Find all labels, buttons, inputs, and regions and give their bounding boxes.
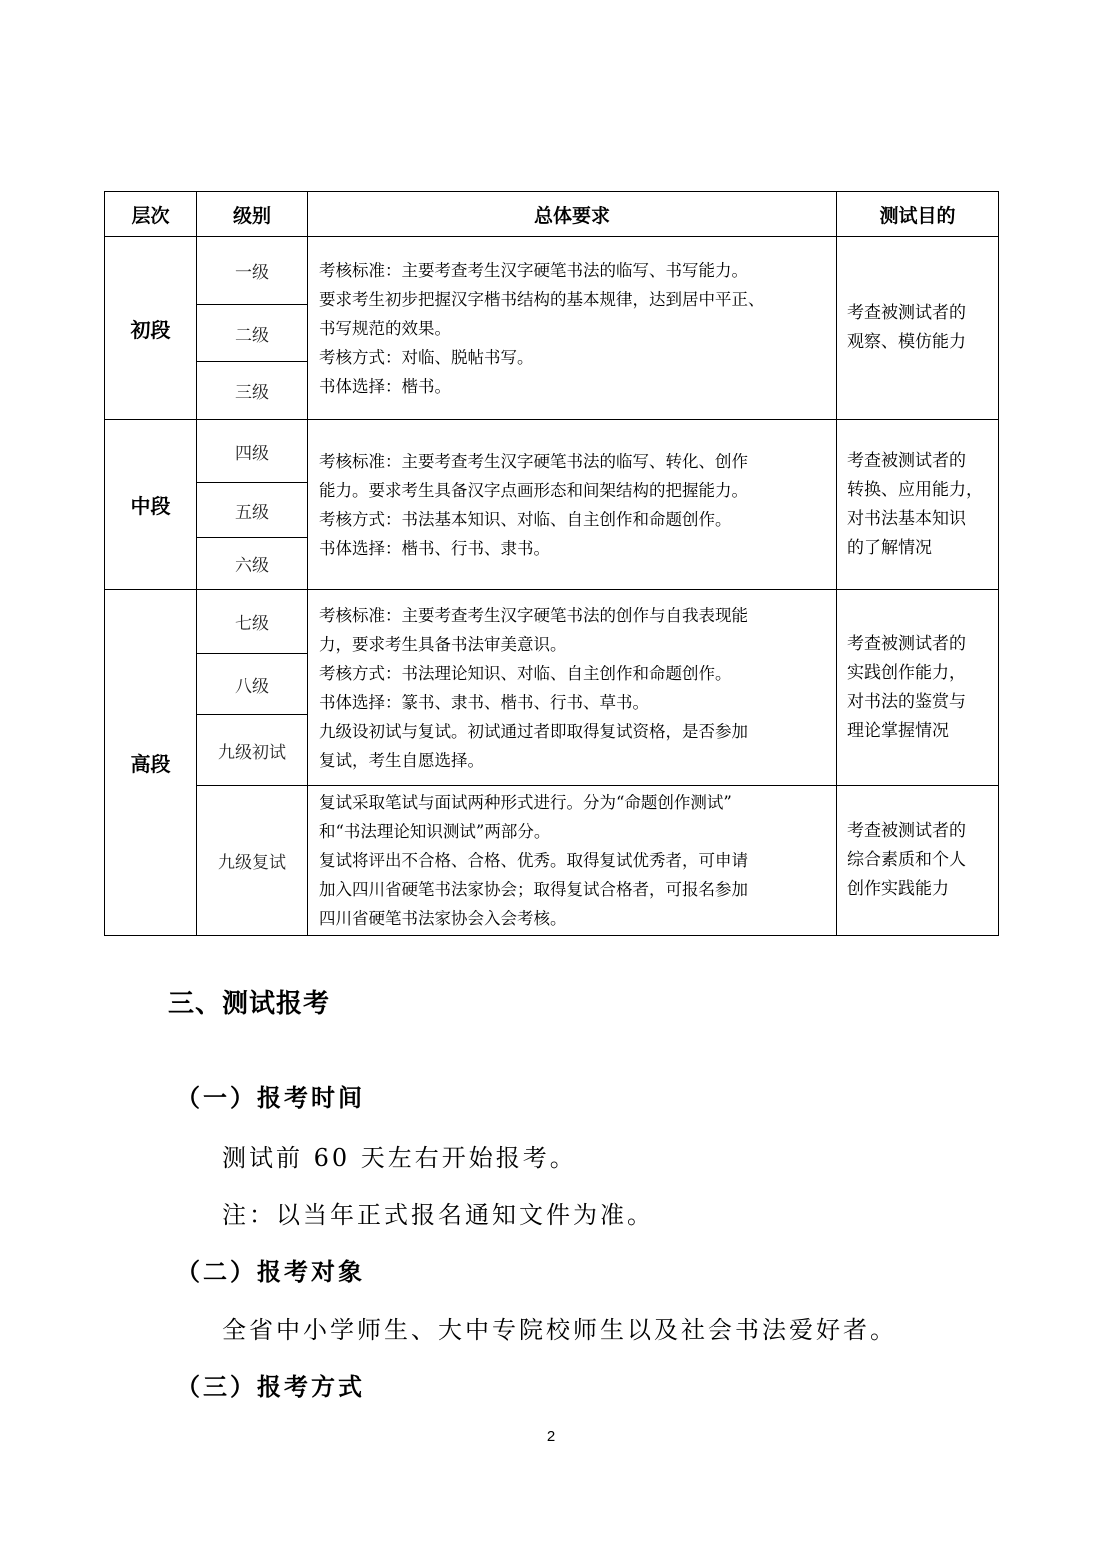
grade-cell: 三级 [197, 362, 308, 420]
requirement-line: 考核方式：书法基本知识、对临、自主创作和命题创作。 [319, 509, 732, 529]
purpose-line: 对书法的鉴赏与 [847, 691, 966, 712]
requirement-line: 书体选择：楷书。 [319, 376, 451, 396]
requirement-line: 考核标准：主要考查考生汉字硬笔书法的临写、书写能力。 [319, 260, 748, 280]
purpose-line: 考查被测试者的 [847, 450, 966, 471]
requirement-line: 复试采取笔试与面试两种形式进行。分为“命题创作测试” [319, 793, 732, 812]
requirement-line: 考核标准：主要考查考生汉字硬笔书法的临写、转化、创作 [319, 451, 748, 471]
purpose-line: 对书法基本知识 [847, 508, 966, 529]
requirement-line: 九级设初试与复试。初试通过者即取得复试资格，是否参加 [319, 721, 748, 741]
purpose-cell [837, 420, 999, 590]
paragraph: 测试前 60 天左右开始报考。 [222, 1144, 577, 1172]
header-level: 层次 [105, 192, 197, 237]
requirement-line: 书写规范的效果。 [319, 318, 451, 338]
paragraph: 全省中小学师生、大中专院校师生以及社会书法爱好者。 [222, 1316, 897, 1344]
purpose-line: 考查被测试者的 [847, 821, 966, 841]
requirement-line: 四川省硬笔书法家协会入会考核。 [319, 909, 567, 928]
requirement-line: 加入四川省硬笔书法家协会；取得复试合格者，可报名参加 [319, 880, 748, 899]
purpose-line: 综合素质和个人 [847, 850, 966, 870]
requirements-cell [308, 237, 837, 420]
requirement-line: 考核方式：书法理论知识、对临、自主创作和命题创作。 [319, 663, 732, 683]
requirement-line: 要求考生初步把握汉字楷书结构的基本规律，达到居中平正、 [319, 289, 765, 309]
grade-cell: 八级 [197, 654, 308, 715]
grade-cell: 六级 [197, 538, 308, 590]
requirements-cell [308, 420, 837, 590]
subsection-heading: （二）报考对象 [176, 1258, 365, 1286]
purpose-line: 考查被测试者的 [847, 633, 966, 654]
subsection-heading: （三）报考方式 [176, 1373, 365, 1401]
level-cell: 初段 [105, 237, 197, 420]
purpose-line: 的了解情况 [847, 537, 932, 558]
header-purpose: 测试目的 [837, 192, 999, 237]
requirement-line: 能力。要求考生具备汉字点画形态和间架结构的把握能力。 [319, 480, 748, 500]
purpose-cell [837, 237, 999, 420]
requirements-cell [308, 590, 837, 786]
grade-cell: 二级 [197, 305, 308, 362]
grade-cell: 四级 [197, 420, 308, 483]
grade-cell: 九级初试 [197, 715, 308, 786]
purpose-cell [837, 590, 999, 786]
grade-cell: 七级 [197, 590, 308, 654]
header-requirements: 总体要求 [308, 192, 837, 237]
level-cell: 中段 [105, 420, 197, 590]
purpose-line: 考查被测试者的 [847, 303, 966, 323]
grade-cell: 一级 [197, 237, 308, 305]
requirement-line: 书体选择：楷书、行书、隶书。 [319, 538, 550, 558]
purpose-line: 理论掌握情况 [847, 720, 949, 741]
purpose-line: 转换、应用能力， [847, 479, 983, 500]
table-row [105, 237, 999, 305]
purpose-line: 创作实践能力 [847, 879, 949, 899]
requirement-line: 复试将评出不合格、合格、优秀。取得复试优秀者，可申请 [319, 851, 748, 870]
requirement-line: 力，要求考生具备书法审美意识。 [319, 634, 567, 654]
requirement-line: 复试，考生自愿选择。 [319, 750, 484, 770]
subsection-heading: （一）报考时间 [176, 1084, 365, 1112]
grade-cell: 五级 [197, 483, 308, 538]
requirements-cell [308, 786, 837, 936]
page-number: 2 [546, 1428, 556, 1445]
requirement-line: 书体选择：篆书、隶书、楷书、行书、草书。 [319, 692, 649, 712]
header-grade: 级别 [197, 192, 308, 237]
purpose-cell [837, 786, 999, 936]
paragraph: 注：以当年正式报名通知文件为准。 [222, 1201, 654, 1229]
table-header-row [105, 192, 999, 237]
level-cell: 高段 [105, 590, 197, 936]
grade-requirements-table [104, 191, 999, 936]
requirement-line: 考核方式：对临、脱帖书写。 [319, 347, 534, 367]
requirement-line: 考核标准：主要考查考生汉字硬笔书法的创作与自我表现能 [319, 605, 748, 625]
requirement-line: 和“书法理论知识测试”两部分。 [319, 822, 551, 841]
section-heading: 三、测试报考 [168, 989, 331, 1019]
grade-cell: 九级复试 [197, 786, 308, 936]
table-row [105, 786, 999, 936]
table-row [105, 590, 999, 654]
purpose-line: 实践创作能力， [847, 662, 966, 683]
purpose-line: 观察、模仿能力 [847, 332, 966, 352]
table-row [105, 420, 999, 483]
